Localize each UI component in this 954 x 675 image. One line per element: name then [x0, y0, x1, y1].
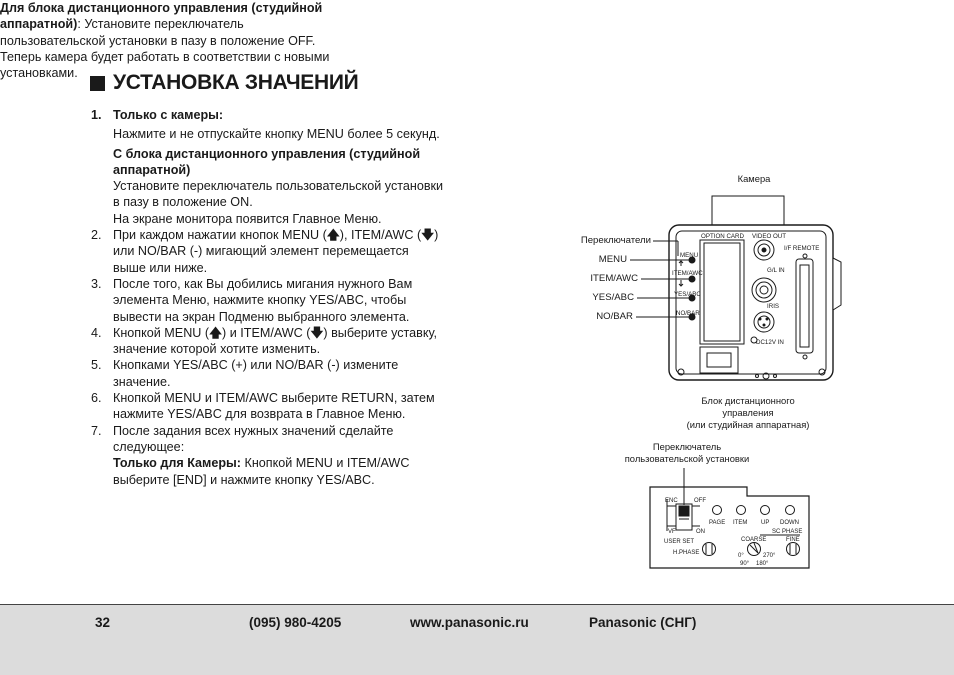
if-remote-label: I/F REMOTE — [784, 245, 820, 252]
step-number: 6. — [91, 391, 102, 406]
page-label: PAGE — [709, 520, 726, 526]
switches-label: Переключатели — [580, 235, 651, 246]
phone-number: (095) 980-4205 — [249, 615, 342, 630]
deg0-label: 0° — [738, 553, 744, 559]
off-label: OFF — [694, 498, 706, 504]
step-text: Нажмите и не отпускайте кнопку MENU более 5 секунд. — [113, 127, 440, 142]
arrow-up-icon: 🡅 — [209, 325, 223, 340]
no-bar-label: NO/BAR — [596, 311, 633, 322]
step-text: Кнопкой MENU и ITEM/AWC выберите RETURN, затем нажмите YES/ABC для возврата в Главное Меню. — [113, 391, 435, 422]
step-text: На экране монитора появится Главное Меню. — [113, 211, 382, 226]
up-label: UP — [761, 520, 770, 526]
video-out-label: VIDEO OUT — [752, 233, 787, 240]
deg270-label: 270° — [763, 553, 776, 559]
remote-caption: Блок дистанционного управления (или студийная аппаратная) — [686, 395, 810, 430]
menu-label: MENU — [598, 254, 627, 265]
step-text: Кнопкой MENU (🡅) и ITEM/AWC (🡇) выберите уставку, значение которой хотите изменить. — [113, 325, 438, 357]
user-set-label: USER SET — [664, 539, 695, 545]
step-text: Кнопками YES/ABC (+) или NO/BAR (-) измените значение. — [113, 358, 399, 389]
item-awc-label: ITEM/AWC — [590, 273, 638, 284]
step-number: 7. — [91, 423, 102, 438]
on-label: ON — [696, 529, 705, 535]
panel-yes-label: YES/ABC — [674, 291, 701, 298]
yes-abc-label: YES/ABC — [592, 292, 634, 303]
item-label: ITEM — [733, 520, 748, 526]
website-link[interactable]: www.panasonic.ru — [410, 615, 529, 630]
hphase-label: H.PHASE — [673, 550, 700, 556]
panel-menu-label: MENU — [680, 252, 699, 259]
remote-off-paragraph: Для блока дистанционного управления (студийной аппаратной): Установите переключатель пользовательской установки в пазу в положение OFF. — [0, 1, 323, 48]
step-text: При каждом нажатии кнопок MENU (🡅), ITEM/AWC (🡇) или NO/BAR (-) мигающий элемент перемещается выше или ниже. — [113, 228, 439, 275]
step-number: 3. — [91, 276, 102, 291]
step-text: После задания всех нужных значений сделайте следующее: — [113, 423, 394, 454]
remote-subheading: С блока дистанционного управления (студийной аппаратной) — [113, 146, 421, 177]
step-text: После того, как Вы добились мигания нужного Вам элемента Меню, нажмите кнопку YES/ABC, чтобы вывести на экран Подменю выбранного элемента. — [113, 276, 413, 324]
page-title-text: УСТАНОВКА ЗНАЧЕНИЙ — [113, 71, 359, 94]
deg90-label: 90° — [740, 561, 750, 567]
sc-phase-label: SC PHASE — [772, 529, 803, 535]
camera-caption: Камера — [737, 173, 771, 184]
arrow-up-icon: 🡅 — [326, 228, 340, 243]
vf-label: VF — [668, 529, 676, 535]
step-text: Установите переключатель пользовательской установки в пазу в положение ON. — [113, 179, 444, 210]
page-number: 32 — [95, 615, 111, 630]
gl-in-label: G/L IN — [767, 267, 785, 274]
iris-label: IRIS — [767, 303, 780, 310]
result-paragraph: Теперь камера будет работать в соответствии с новыми установками. — [0, 49, 330, 81]
panel-item-label: ITEM/AWC — [672, 270, 703, 277]
down-label: DOWN — [780, 520, 799, 526]
arrow-down-icon: 🡇 — [421, 228, 435, 243]
step-text: Только для Камеры: Кнопкой MENU и ITEM/AWC выберите [END] и нажмите кнопку YES/ABC. — [113, 456, 410, 487]
step-heading: Только с камеры: — [113, 108, 224, 122]
brand-name: Panasonic (СНГ) — [589, 615, 697, 630]
fine-label: FINE — [786, 537, 800, 543]
dc12v-label: DC12V IN — [756, 339, 784, 346]
panel-no-label: NO/BAR — [676, 310, 700, 317]
step-number: 4. — [91, 325, 102, 340]
step-number: 2. — [91, 228, 102, 243]
footer — [0, 604, 954, 675]
coarse-label: COARSE — [741, 537, 767, 543]
option-card-label: OPTION CARD — [701, 233, 744, 240]
step-number: 5. — [91, 358, 102, 373]
enc-label: ENC — [665, 498, 678, 504]
deg180-label: 180° — [756, 561, 769, 567]
step-number: 1. — [91, 108, 102, 122]
user-switch-caption: Переключатель пользовательской установки — [624, 441, 750, 464]
arrow-down-icon: 🡇 — [310, 325, 324, 340]
